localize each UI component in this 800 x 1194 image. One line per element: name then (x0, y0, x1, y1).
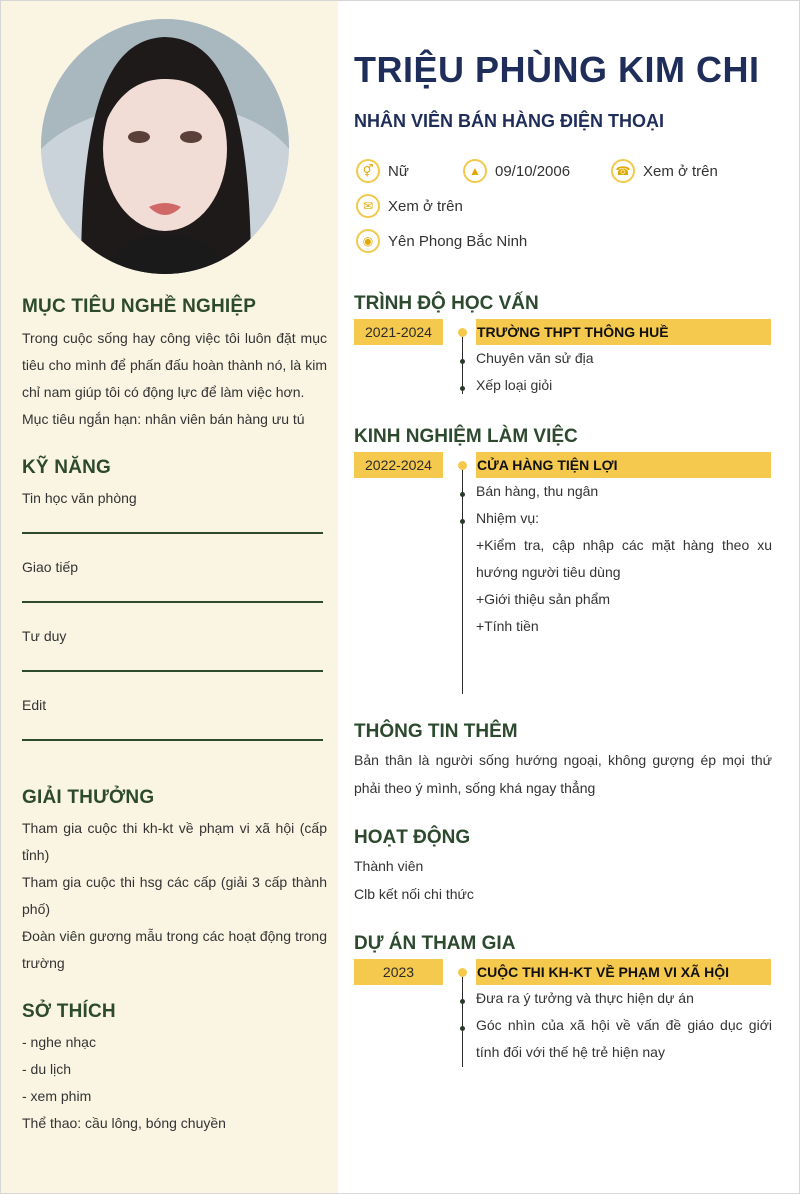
experience-task: +Giới thiệu sản phẩm (476, 591, 611, 607)
skill-bar (22, 601, 323, 603)
hobby-item: - xem phim (22, 1088, 92, 1104)
gender-icon: ⚥ (356, 159, 380, 183)
awards-heading: GIẢI THƯỞNG (22, 787, 155, 808)
email-value: Xem ở trên (388, 197, 463, 215)
education-detail: Xếp loại giỏi (476, 377, 553, 393)
skill-item: Giao tiếp (22, 559, 79, 575)
sidebar (1, 1, 338, 1193)
timeline-dot (458, 968, 467, 977)
info-birthday (463, 159, 570, 183)
activities-heading: HOẠT ĐỘNG (354, 827, 471, 848)
experience-details (476, 478, 772, 640)
timeline-line (462, 465, 463, 694)
bullet-dot (460, 999, 465, 1004)
education-detail: Chuyên văn sử địa (476, 350, 594, 366)
timeline-line (462, 972, 463, 1067)
award-item: Đoàn viên gương mẫu trong các hoạt động trong trường (22, 928, 327, 971)
education-period: 2021-2024 (354, 319, 443, 345)
experience-detail: Nhiệm vụ: (476, 510, 540, 526)
bullet-dot (460, 1026, 465, 1031)
experience-task: +Tính tiền (476, 618, 539, 634)
project-detail: Đưa ra ý tưởng và thực hiện dự án (476, 990, 694, 1006)
award-item: Tham gia cuộc thi hsg các cấp (giải 3 cấp thành phố) (22, 874, 327, 917)
objective-text (22, 325, 327, 433)
activities-list (354, 852, 772, 908)
bullet-dot (460, 386, 465, 391)
experience-heading: KINH NGHIỆM LÀM VIỆC (354, 426, 578, 447)
award-item: Tham gia cuộc thi kh-kt về phạm vi xã hội (cấp tỉnh) (22, 820, 327, 863)
education-school: TRƯỜNG THPT THÔNG HUỀ (476, 319, 771, 345)
timeline-dot (458, 328, 467, 337)
hobby-item: - du lịch (22, 1061, 72, 1077)
skill-bar (22, 670, 323, 672)
bullet-dot (460, 492, 465, 497)
info-address (356, 229, 527, 253)
project-period: 2023 (354, 959, 443, 985)
project-details (476, 985, 772, 1066)
bullet-dot (460, 359, 465, 364)
birthday-value: 09/10/2006 (495, 162, 571, 180)
skill-item: Edit (22, 697, 47, 713)
hobby-item: Thể thao: cầu lông, bóng chuyền (22, 1115, 226, 1131)
skills-heading: KỸ NĂNG (22, 457, 112, 478)
phone-icon: ☎ (611, 159, 635, 183)
hobby-item: - nghe nhạc (22, 1034, 96, 1050)
bullet-dot (460, 519, 465, 524)
hobbies-heading: SỞ THÍCH (22, 1001, 116, 1022)
skill-item: Tư duy (22, 628, 67, 644)
info-email (356, 194, 463, 218)
experience-task: +Kiểm tra, cập nhập các mặt hàng theo xu hướng người tiêu dùng (476, 537, 772, 580)
project-detail: Góc nhìn của xã hội về vấn đề giáo dục giới tính đối với thế hệ trẻ hiện nay (476, 1017, 772, 1060)
objective-short-term: Mục tiêu ngắn hạn: nhân viên bán hàng ưu tú (22, 411, 305, 427)
info-phone (611, 159, 718, 183)
education-details (476, 345, 772, 399)
skill-bar (22, 532, 323, 534)
objective-heading: MỤC TIÊU NGHỀ NGHIỆP (22, 296, 257, 317)
full-name: TRIỆU PHÙNG KIM CHI (354, 49, 760, 90)
address-value: Yên Phong Bắc Ninh (388, 232, 528, 250)
experience-period: 2022-2024 (354, 452, 443, 478)
birthday-cake-icon: ▲ (463, 159, 487, 183)
more-info-text: Bản thân là người sống hướng ngoại, không gượng ép mọi thứ phải theo ý mình, sống khá ngay thẳng (354, 752, 772, 796)
activity-item: Thành viên (354, 858, 424, 874)
email-icon: ✉ (356, 194, 380, 218)
experience-detail: Bán hàng, thu ngân (476, 483, 599, 499)
skill-bar (22, 739, 323, 741)
activity-item: Clb kết nối chi thức (354, 886, 474, 902)
phone-value: Xem ở trên (643, 162, 718, 180)
profile-photo (41, 19, 289, 274)
experience-company: CỬA HÀNG TIỆN LỢI (476, 452, 771, 478)
more-info-heading: THÔNG TIN THÊM (354, 721, 518, 742)
timeline-dot (458, 461, 467, 470)
project-name: CUỘC THI KH-KT VỀ PHẠM VI XÃ HỘI (476, 959, 771, 985)
education-heading: TRÌNH ĐỘ HỌC VẤN (354, 293, 539, 314)
job-title: NHÂN VIÊN BÁN HÀNG ĐIỆN THOẠI (354, 111, 665, 131)
info-gender (356, 159, 409, 183)
gender-value: Nữ (388, 162, 409, 180)
projects-heading: DỰ ÁN THAM GIA (354, 933, 516, 954)
awards-list (22, 815, 327, 977)
skill-item: Tin học văn phòng (22, 490, 137, 506)
hobbies-list (22, 1029, 327, 1137)
objective-paragraph: Trong cuộc sống hay công việc tôi luôn đặt mục tiêu cho mình để phấn đấu hoàn thành nó, là kim chỉ nam giúp tôi có động lực để làm việc hơn. (22, 330, 327, 400)
map-pin-icon: ◉ (356, 229, 380, 253)
